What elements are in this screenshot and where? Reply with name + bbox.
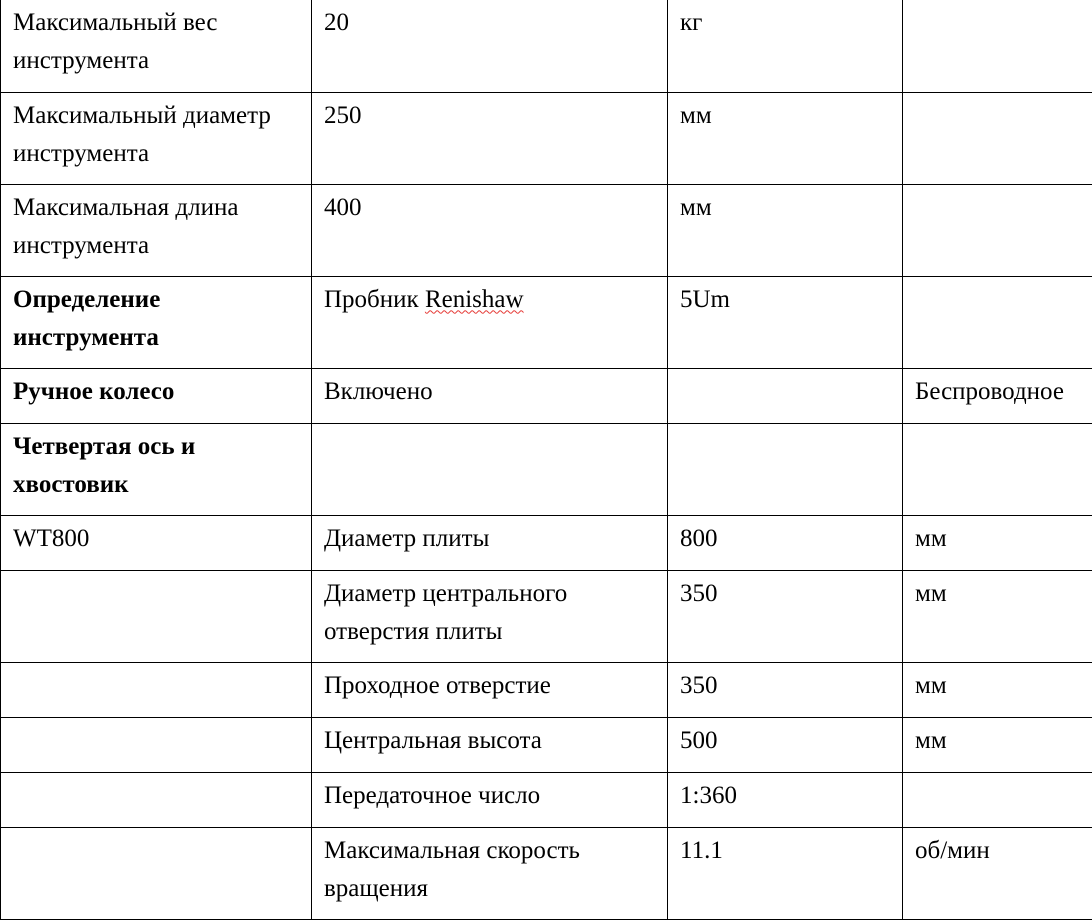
spellcheck-flagged-word: Renishaw xyxy=(425,286,524,313)
table-row xyxy=(1,827,1092,919)
unit-cell: 5Um xyxy=(668,276,903,368)
unit-cell: мм xyxy=(903,717,1092,772)
unit-cell xyxy=(668,423,903,515)
value-cell: 800 xyxy=(668,515,903,570)
value-cell: 350 xyxy=(668,570,903,662)
unit-cell: мм xyxy=(903,515,1092,570)
parameter-cell: Диаметр плиты xyxy=(312,515,668,570)
value-cell xyxy=(312,423,668,515)
note-cell xyxy=(903,423,1092,515)
unit-cell xyxy=(903,772,1092,827)
row-label-cell: Максимальный диаметр инструмента xyxy=(1,92,312,184)
table-row xyxy=(1,184,1092,276)
row-label-cell: Максимальный вес инструмента xyxy=(1,0,312,92)
row-label-cell xyxy=(1,570,312,662)
row-label-cell xyxy=(1,772,312,827)
unit-cell: мм xyxy=(903,570,1092,662)
table-row xyxy=(1,515,1092,570)
unit-cell: об/мин xyxy=(903,827,1092,919)
value-cell: 1:360 xyxy=(668,772,903,827)
section-heading-cell: Определение инструмента xyxy=(1,276,312,368)
table-row xyxy=(1,276,1092,368)
parameter-cell: Диаметр центрального отверстия плиты xyxy=(312,570,668,662)
value-cell: 20 xyxy=(312,0,668,92)
parameter-cell: Максимальная скорость вращения xyxy=(312,827,668,919)
note-cell xyxy=(903,0,1092,92)
row-label-cell xyxy=(1,717,312,772)
row-label-cell: Максимальная длина инструмента xyxy=(1,184,312,276)
parameter-cell: Передаточное число xyxy=(312,772,668,827)
note-cell xyxy=(903,184,1092,276)
value-cell: 350 xyxy=(668,662,903,717)
table-row xyxy=(1,368,1092,423)
row-label-cell: WT800 xyxy=(1,515,312,570)
table-row xyxy=(1,0,1092,92)
parameter-cell: Центральная высота xyxy=(312,717,668,772)
unit-cell: кг xyxy=(668,0,903,92)
section-heading-cell: Четвертая ось и хвостовик xyxy=(1,423,312,515)
unit-cell: мм xyxy=(668,92,903,184)
unit-cell: мм xyxy=(668,184,903,276)
row-label-cell xyxy=(1,827,312,919)
section-heading-cell: Ручное колесо xyxy=(1,368,312,423)
note-cell xyxy=(903,92,1092,184)
table-row xyxy=(1,570,1092,662)
table-row xyxy=(1,772,1092,827)
unit-cell: мм xyxy=(903,662,1092,717)
note-cell xyxy=(903,276,1092,368)
table-row xyxy=(1,717,1092,772)
table-row xyxy=(1,662,1092,717)
value-cell: 400 xyxy=(312,184,668,276)
value-cell xyxy=(312,276,668,368)
table-row xyxy=(1,92,1092,184)
row-label-cell xyxy=(1,662,312,717)
value-cell: Включено xyxy=(312,368,668,423)
value-cell: 500 xyxy=(668,717,903,772)
unit-cell xyxy=(668,368,903,423)
table-row xyxy=(1,423,1092,515)
value-cell: 11.1 xyxy=(668,827,903,919)
note-cell: Беспроводное xyxy=(903,368,1092,423)
parameter-cell: Проходное отверстие xyxy=(312,662,668,717)
value-cell: 250 xyxy=(312,92,668,184)
probe-prefix-text: Пробник xyxy=(324,286,425,313)
